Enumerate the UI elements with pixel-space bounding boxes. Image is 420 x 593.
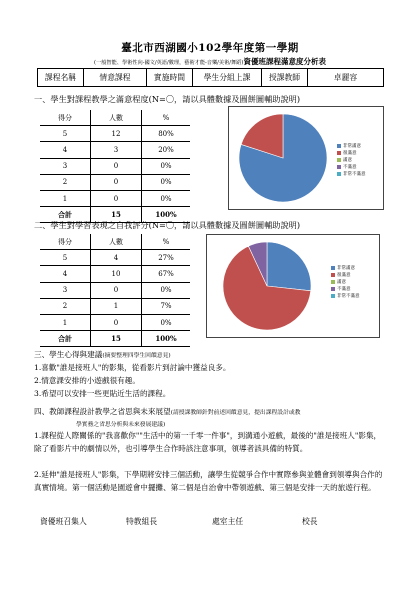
pie-chart-2 bbox=[206, 234, 380, 338]
score-cell: 2 bbox=[40, 174, 91, 190]
count-cell: 1 bbox=[91, 298, 142, 314]
legend-label: 滿意 bbox=[337, 280, 346, 285]
signature-convener: 資優班召集人 bbox=[40, 517, 87, 526]
legend-item bbox=[337, 171, 366, 178]
legend-item bbox=[331, 272, 360, 279]
legend-swatch bbox=[331, 287, 335, 291]
count-cell: 10 bbox=[91, 266, 142, 282]
legend-swatch bbox=[337, 165, 341, 169]
header-score: 得分 bbox=[58, 237, 72, 246]
legend-swatch bbox=[337, 151, 341, 155]
legend-swatch bbox=[337, 172, 341, 176]
pct-cell: 0% bbox=[142, 282, 191, 298]
legend-item bbox=[331, 279, 360, 286]
pct-cell: 0% bbox=[142, 174, 191, 190]
list-item: 3.希望可以安排一些更貼近生活的課程。 bbox=[34, 389, 171, 398]
pie-chart-1-slices bbox=[239, 114, 327, 202]
legend-item bbox=[337, 164, 366, 171]
pct-cell: 7% bbox=[142, 298, 191, 314]
header-score: 得分 bbox=[58, 113, 72, 122]
table-row bbox=[40, 298, 190, 314]
score-cell: 1 bbox=[40, 314, 91, 330]
legend-label: 非常不滿意 bbox=[343, 172, 366, 177]
score-cell: 3 bbox=[40, 158, 91, 174]
legend-swatch bbox=[331, 294, 335, 298]
count-cell: 0 bbox=[91, 282, 142, 298]
table-row bbox=[40, 314, 190, 330]
pie-chart-2-legend bbox=[331, 265, 360, 300]
legend-label: 滿意 bbox=[343, 158, 352, 163]
legend-label: 非常滿意 bbox=[337, 266, 355, 271]
signature-principal: 校長 bbox=[302, 517, 318, 526]
course-info-table bbox=[37, 68, 384, 87]
total-count: 15 bbox=[91, 331, 142, 347]
legend-item bbox=[337, 143, 366, 150]
list-item: 1.課程從人際關係的"我喜歡你""生活中的第一千零一件事"，到溝通小遊戲，最後的"誰是接班人"影集，除了看影片中的劇情以外，也引導學生合作時該注意事項，領導者該具備的特質。 bbox=[34, 431, 382, 453]
time-label: 實施時間 bbox=[147, 69, 193, 87]
count-cell: 0 bbox=[91, 174, 142, 190]
section4-note: (請授課教師針對前述回饋意見，提出課程設計或教 bbox=[170, 410, 301, 416]
count-cell: 12 bbox=[91, 126, 142, 142]
legend-label: 非常不滿意 bbox=[337, 294, 360, 299]
pct-cell: 0% bbox=[142, 158, 191, 174]
table-row bbox=[40, 250, 190, 266]
subtitle-prefix: (一般智能、學術性向-國文/英語/數理，藝術才能-音樂/美術/舞蹈) bbox=[94, 60, 244, 66]
pie-chart-1-legend bbox=[337, 143, 366, 178]
legend-item bbox=[337, 157, 366, 164]
count-cell: 0 bbox=[91, 314, 142, 330]
pct-cell: 67% bbox=[142, 266, 191, 282]
teacher-value: 卓麗容 bbox=[308, 69, 384, 87]
section4-title: 四、教師課程設計教學之省思與未來展望 bbox=[34, 407, 171, 416]
score-cell: 2 bbox=[40, 298, 91, 314]
header-pct: % bbox=[142, 234, 191, 250]
total-pct: 100% bbox=[142, 331, 191, 347]
total-row bbox=[40, 331, 190, 347]
legend-label: 非常滿意 bbox=[343, 144, 361, 149]
course-name-value: 情意課程 bbox=[84, 69, 147, 87]
table-row bbox=[40, 190, 190, 206]
header-pct: % bbox=[142, 110, 191, 126]
header-count: 人數 bbox=[91, 234, 142, 250]
section1-table bbox=[40, 110, 190, 223]
table-row bbox=[40, 126, 190, 142]
pct-cell: 0% bbox=[142, 314, 191, 330]
pie-chart-2-slices bbox=[223, 242, 311, 330]
score-cell: 4 bbox=[40, 142, 91, 158]
score-cell: 5 bbox=[40, 126, 91, 142]
legend-item bbox=[331, 265, 360, 272]
legend-swatch bbox=[331, 280, 335, 284]
pie-slice-1 bbox=[267, 242, 311, 291]
section4-note-line2: 學實務之省思分析與未來發展建議) bbox=[76, 422, 166, 428]
total-pct: 100% bbox=[142, 207, 191, 223]
pct-cell: 20% bbox=[142, 142, 191, 158]
time-value: 學生分組上課 bbox=[193, 69, 262, 87]
count-cell: 4 bbox=[91, 250, 142, 266]
list-item: 2.情意課安排的小遊戲很有趣。 bbox=[34, 376, 140, 385]
section2-heading: 二、學生對學習表現之自我評分(N=〇，請以具體數據及圓餅圖輔助說明) bbox=[34, 220, 301, 230]
header-count: 人數 bbox=[91, 110, 142, 126]
legend-item bbox=[331, 286, 360, 293]
legend-item bbox=[337, 150, 366, 157]
count-cell: 3 bbox=[91, 142, 142, 158]
score-cell: 4 bbox=[40, 266, 91, 282]
score-cell: 5 bbox=[40, 250, 91, 266]
legend-swatch bbox=[331, 266, 335, 270]
total-count: 15 bbox=[91, 207, 142, 223]
document-title: 臺北市西湖國小102學年度第一學期 bbox=[121, 42, 299, 54]
legend-swatch bbox=[331, 273, 335, 277]
score-cell: 1 bbox=[40, 190, 91, 206]
pct-cell: 0% bbox=[142, 190, 191, 206]
table-row bbox=[40, 174, 190, 190]
table-row bbox=[40, 158, 190, 174]
total-label: 合計 bbox=[40, 331, 91, 347]
section4-heading bbox=[34, 406, 300, 417]
count-cell: 0 bbox=[91, 190, 142, 206]
legend-swatch bbox=[337, 158, 341, 162]
total-label: 合計 bbox=[40, 207, 91, 223]
legend-label: 不滿意 bbox=[337, 287, 351, 292]
signature-section-chief: 特教組長 bbox=[126, 517, 158, 526]
signature-director: 處室主任 bbox=[212, 517, 244, 526]
section1-heading: 一、學生對課程教學之滿意程度(N=〇，請以具體數據及圓餅圖輔助說明) bbox=[34, 94, 301, 104]
table-row bbox=[40, 142, 190, 158]
legend-swatch bbox=[337, 144, 341, 148]
pct-cell: 27% bbox=[142, 250, 191, 266]
section3-heading bbox=[34, 349, 171, 360]
pct-cell: 80% bbox=[142, 126, 191, 142]
table-row bbox=[40, 266, 190, 282]
section3-title: 三、學生心得與建議 bbox=[34, 350, 103, 359]
legend-label: 不滿意 bbox=[343, 165, 357, 170]
list-item: 1.喜歡"誰是接班人"的影集，從看影片到討論中獲益良多。 bbox=[34, 363, 231, 372]
section2-table bbox=[40, 234, 190, 347]
course-name-label: 課程名稱 bbox=[38, 69, 84, 87]
legend-label: 很滿意 bbox=[337, 273, 351, 278]
legend-label: 很滿意 bbox=[343, 151, 357, 156]
score-cell: 3 bbox=[40, 282, 91, 298]
subtitle-main: 資優班課程滿意度分析表 bbox=[243, 57, 326, 66]
document-subtitle bbox=[20, 56, 400, 67]
teacher-label: 授課教師 bbox=[262, 69, 308, 87]
section3-note: (摘要整理四學生回饋意見) bbox=[102, 353, 171, 359]
list-item: 2.延伸"誰是接班人"影集，下學期將安排三個活動，讓學生從競爭合作中實際參與並體會到領導與合作的真實情境。第一個活動是園遊會中擺攤、第二個是自治會中帶領遊戲、第三個是安排一天的旅遊行程。 bbox=[34, 470, 383, 492]
table-row bbox=[40, 282, 190, 298]
count-cell: 0 bbox=[91, 158, 142, 174]
pie-chart-1 bbox=[228, 106, 384, 210]
legend-item bbox=[331, 293, 360, 300]
